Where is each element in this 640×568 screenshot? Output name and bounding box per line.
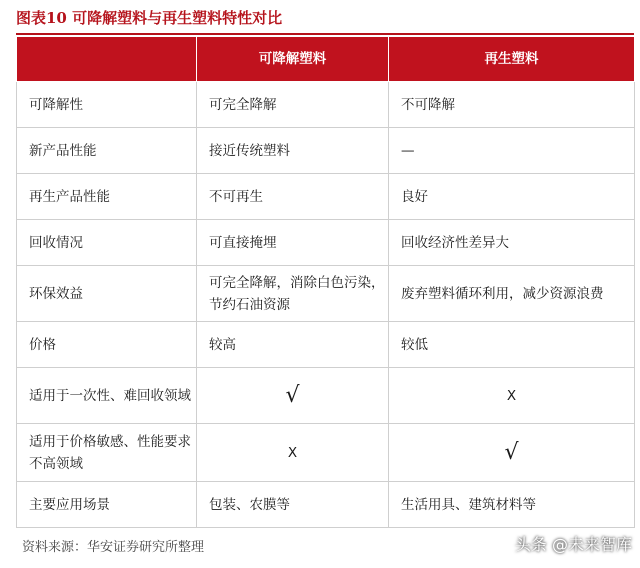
comparison-table (16, 36, 635, 528)
row-label: 主要应用场景 (17, 482, 197, 528)
cross-mark-icon: X (389, 368, 635, 424)
table-header-row (17, 37, 635, 82)
recycled-cell: — (389, 128, 635, 174)
row-label: 环保效益 (17, 266, 197, 322)
check-mark-icon: √ (389, 424, 635, 482)
recycled-cell: 较低 (389, 322, 635, 368)
cross-mark-icon: X (197, 424, 389, 482)
table-row (17, 220, 635, 266)
recycled-cell: 不可降解 (389, 82, 635, 128)
row-label: 新产品性能 (17, 128, 197, 174)
table-row (17, 82, 635, 128)
recycled-cell: 良好 (389, 174, 635, 220)
degradable-cell: 包装、农膜等 (197, 482, 389, 528)
source-note: 资料来源：华安证券研究所整理 (22, 540, 205, 555)
degradable-cell: 可完全降解，消除白色污染，节约石油资源 (197, 266, 389, 322)
degradable-cell: 不可再生 (197, 174, 389, 220)
table-row (17, 128, 635, 174)
figure-title: 图表10 可降解塑料与再生塑料特性对比 (16, 9, 283, 27)
title-rule (16, 33, 634, 35)
degradable-cell: 接近传统塑料 (197, 128, 389, 174)
row-label: 适用于价格敏感、性能要求不高领域 (17, 424, 197, 482)
watermark: 头条 @未来智库 (514, 535, 632, 554)
table-row (17, 482, 635, 528)
table-row (17, 322, 635, 368)
row-label: 价格 (17, 322, 197, 368)
degradable-cell: 可完全降解 (197, 82, 389, 128)
degradable-cell: 可直接掩埋 (197, 220, 389, 266)
row-label: 适用于一次性、难回收领域 (17, 368, 197, 424)
table-row (17, 424, 635, 482)
row-label: 再生产品性能 (17, 174, 197, 220)
header-cell-blank (17, 37, 197, 82)
row-label: 回收情况 (17, 220, 197, 266)
degradable-cell: 较高 (197, 322, 389, 368)
header-cell-recycled: 再生塑料 (389, 37, 635, 82)
table-row (17, 368, 635, 424)
recycled-cell: 废弃塑料循环利用，减少资源浪费 (389, 266, 635, 322)
recycled-cell: 回收经济性差异大 (389, 220, 635, 266)
table-row (17, 266, 635, 322)
row-label: 可降解性 (17, 82, 197, 128)
check-mark-icon: √ (197, 368, 389, 424)
header-cell-degradable: 可降解塑料 (197, 37, 389, 82)
table-row (17, 174, 635, 220)
recycled-cell: 生活用具、建筑材料等 (389, 482, 635, 528)
